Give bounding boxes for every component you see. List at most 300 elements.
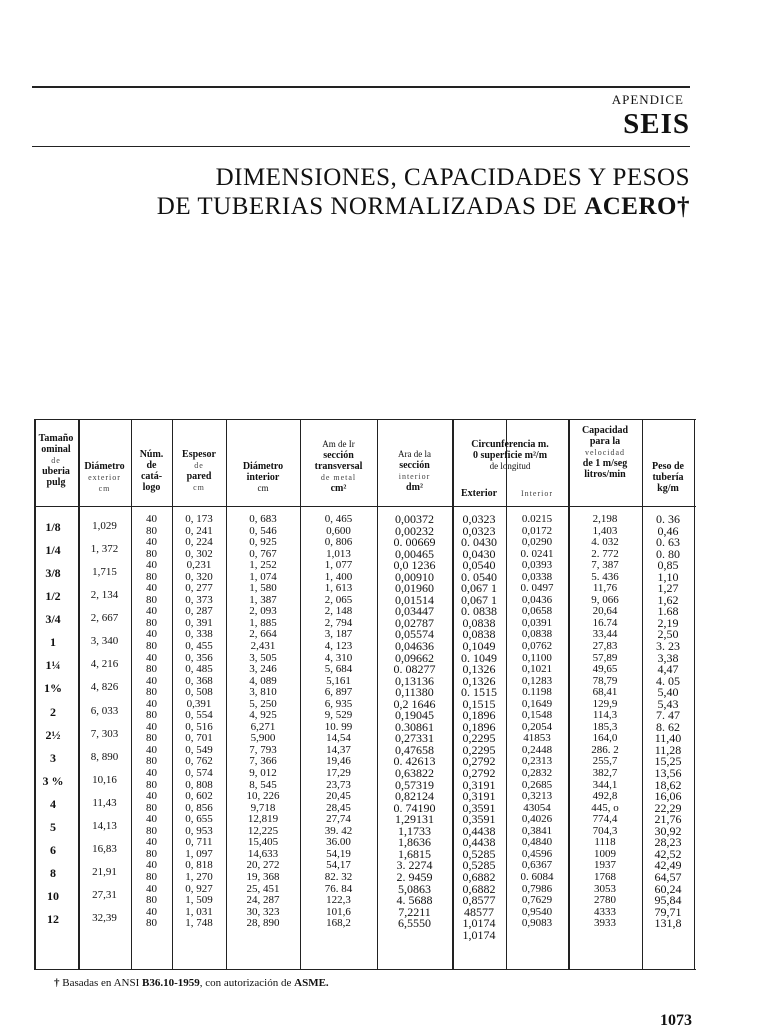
table-cell: 0,1049 bbox=[462, 639, 496, 654]
table-cell: 0. 36 bbox=[656, 512, 680, 526]
table-cell: 0,1896 bbox=[462, 708, 496, 723]
table-cell: 0,3191 bbox=[462, 777, 496, 792]
table-cell: 4, 089 bbox=[249, 674, 277, 687]
table-cell: 40 bbox=[146, 859, 157, 872]
table-cell: 0, 277 bbox=[185, 582, 213, 595]
table-cell: 0,0762 bbox=[521, 640, 553, 653]
table-cell: 286. 2 bbox=[591, 743, 619, 756]
table-cell: 57,89 bbox=[592, 651, 618, 664]
table-cell: 0,5285 bbox=[462, 858, 496, 873]
nominal-size-cell: 1/8 bbox=[45, 519, 61, 534]
nominal-size-cell: 1/4 bbox=[45, 542, 61, 557]
table-cell: 0,13136 bbox=[395, 673, 434, 688]
table-border-right bbox=[694, 419, 695, 970]
table-cell: 0,1021 bbox=[521, 663, 553, 676]
table-cell: 1,29131 bbox=[395, 812, 434, 827]
outer-diameter-cell: 8, 890 bbox=[90, 750, 119, 763]
table-cell: 0, 391 bbox=[185, 616, 213, 629]
table-cell: 0,85 bbox=[657, 558, 679, 573]
table-cell: 0,1896 bbox=[462, 719, 496, 734]
table-cell: 1,27 bbox=[657, 581, 679, 596]
table-cell: 2, 664 bbox=[249, 628, 277, 641]
table-cell: 1, 252 bbox=[249, 559, 277, 572]
table-cell: 1009 bbox=[594, 847, 616, 860]
table-bottom-border bbox=[34, 969, 696, 970]
table-cell: 80 bbox=[146, 593, 157, 606]
table-cell: 0,27331 bbox=[395, 731, 434, 746]
table-cell: 0,00465 bbox=[395, 546, 434, 561]
table-cell: 0,19045 bbox=[395, 708, 434, 723]
table-cell: 0,00910 bbox=[395, 569, 434, 584]
table-cell: 14,37 bbox=[326, 743, 351, 756]
table-cell: 0,09662 bbox=[395, 650, 434, 665]
outer-diameter-cell: 3, 340 bbox=[90, 635, 119, 648]
table-cell: 20,45 bbox=[326, 790, 351, 803]
metal-area-column bbox=[300, 514, 377, 930]
table-cell: 1, 509 bbox=[185, 894, 213, 907]
table-cell: 0, 302 bbox=[185, 547, 213, 560]
table-cell: 0,7629 bbox=[521, 894, 553, 907]
table-cell: 0, 508 bbox=[185, 686, 213, 699]
table-cell: 0. 0838 bbox=[461, 604, 497, 619]
table-cell: 21,76 bbox=[654, 812, 682, 827]
table-cell: 0,1283 bbox=[521, 674, 553, 687]
header-weight: Peso de tubería kg/m bbox=[652, 461, 684, 494]
table-cell: 0,2832 bbox=[521, 767, 553, 780]
table-cell: 80 bbox=[146, 732, 157, 745]
table-cell: 20,64 bbox=[592, 605, 618, 618]
table-cell: 1, 077 bbox=[324, 559, 353, 572]
table-cell: 131,8 bbox=[654, 916, 682, 931]
table-cell: 40 bbox=[146, 720, 157, 733]
table-cell: 101,6 bbox=[326, 905, 351, 918]
table-cell: 4,47 bbox=[657, 662, 679, 677]
table-cell: 0, 927 bbox=[185, 882, 213, 895]
table-cell: 39. 42 bbox=[324, 824, 353, 837]
table-cell: 492,8 bbox=[592, 790, 618, 803]
table-cell: 6,5550 bbox=[398, 916, 431, 931]
table-cell: 0,7986 bbox=[521, 882, 553, 895]
table-cell: 1768 bbox=[594, 870, 616, 883]
table-cell: 5,40 bbox=[657, 685, 679, 700]
table-cell: 5, 250 bbox=[249, 697, 277, 710]
title-line-2-acero: ACERO† bbox=[584, 193, 690, 220]
table-cell: 0. 42613 bbox=[393, 754, 436, 769]
table-cell: 0. 1049 bbox=[461, 650, 497, 665]
table-cell: 42,52 bbox=[654, 846, 682, 861]
table-cell: 80 bbox=[146, 847, 157, 860]
table-cell: 0, 574 bbox=[185, 767, 213, 780]
table-cell: 0,2295 bbox=[462, 742, 496, 757]
table-cell: 40 bbox=[146, 674, 157, 687]
table-cell: 12,225 bbox=[247, 824, 279, 837]
table-cell: 0,46 bbox=[657, 523, 679, 538]
table-cell: 0,4840 bbox=[521, 836, 553, 849]
table-cell: 0,9083 bbox=[521, 917, 553, 930]
table-cell: 5,900 bbox=[250, 732, 276, 745]
table-cell: 12,819 bbox=[247, 813, 279, 826]
table-cell: 5,0863 bbox=[398, 881, 431, 896]
nominal-size-cell: 2 bbox=[50, 704, 56, 719]
page-title-line-1: DIMENSIONES, CAPACIDADES Y PESOS bbox=[215, 164, 690, 191]
outer-diameter-cell: 1,029 bbox=[92, 519, 117, 532]
table-cell: 16.74 bbox=[592, 616, 618, 629]
nominal-size-cell: 3/8 bbox=[45, 565, 61, 580]
table-cell: 15,405 bbox=[247, 836, 279, 849]
table-cell: 0. 74190 bbox=[393, 800, 436, 815]
weight-column bbox=[642, 514, 694, 930]
table-cell: 7, 793 bbox=[249, 743, 277, 756]
table-cell: 1,0174 bbox=[462, 927, 496, 942]
outer-diameter-cell: 7, 303 bbox=[90, 727, 119, 740]
table-cell: 445, o bbox=[591, 801, 619, 814]
table-cell: 10. 99 bbox=[324, 720, 353, 733]
header-capacity: Capacidad para la velocidad de 1 m/seg litros/min bbox=[581, 425, 629, 480]
table-cell: 7,2211 bbox=[398, 904, 431, 919]
outer-diameter-cell: 21,91 bbox=[92, 866, 117, 879]
table-cell: 0,0838 bbox=[462, 615, 496, 630]
table-cell: 40 bbox=[146, 628, 157, 641]
table-cell: 0,0436 bbox=[521, 593, 553, 606]
outer-diameter-cell: 6, 033 bbox=[90, 704, 119, 717]
table-cell: 40 bbox=[146, 559, 157, 572]
table-divider bbox=[78, 419, 80, 970]
table-cell: 80 bbox=[146, 640, 157, 653]
table-cell: 122,3 bbox=[326, 894, 351, 907]
catalog-column bbox=[131, 514, 172, 930]
table-cell: 40 bbox=[146, 513, 157, 525]
table-cell: 0. 63 bbox=[656, 535, 680, 550]
header-tamano: Tamaño ominal de uberia pulg bbox=[38, 433, 74, 488]
table-cell: 80 bbox=[146, 709, 157, 722]
table-cell: 1, 270 bbox=[185, 870, 213, 883]
table-cell: 54,19 bbox=[326, 847, 351, 860]
table-cell: 0,9540 bbox=[521, 905, 553, 918]
capacity-column bbox=[568, 514, 642, 930]
table-cell: 1, 400 bbox=[324, 570, 353, 583]
nominal-size-cell: 6 bbox=[50, 843, 56, 858]
table-cell: 0,2792 bbox=[462, 754, 496, 769]
table-cell: 0,2313 bbox=[521, 755, 553, 768]
table-cell: 16,06 bbox=[654, 789, 682, 804]
table-cell: 0,8577 bbox=[462, 893, 496, 908]
table-cell: 185,3 bbox=[592, 720, 618, 733]
table-cell: 40 bbox=[146, 651, 157, 664]
table-cell: 0,2295 bbox=[462, 731, 496, 746]
table-cell: 1, 074 bbox=[249, 570, 277, 583]
table-cell: 3, 187 bbox=[324, 628, 353, 641]
table-cell: 0,00372 bbox=[395, 512, 434, 526]
nominal-size-cell: 1% bbox=[44, 681, 62, 696]
table-cell: 0, 368 bbox=[185, 674, 213, 687]
table-cell: 80 bbox=[146, 894, 157, 907]
table-cell: 80 bbox=[146, 801, 157, 814]
table-cell: 48577 bbox=[464, 904, 494, 919]
nominal-size-cell: 2½ bbox=[45, 727, 61, 742]
table-cell: 1118 bbox=[594, 836, 616, 849]
table-cell: 0,00232 bbox=[395, 523, 434, 538]
table-cell: 704,3 bbox=[592, 824, 618, 837]
table-cell: 30,92 bbox=[654, 823, 682, 838]
table-cell: 4, 925 bbox=[249, 709, 277, 722]
table-cell: 1, 748 bbox=[185, 917, 213, 930]
nominal-size-cell: 4 bbox=[50, 796, 56, 811]
header-outer-diameter: Diámetro exterior cm bbox=[84, 461, 125, 493]
table-cell: 0, 953 bbox=[185, 824, 213, 837]
table-cell: 95,84 bbox=[654, 893, 682, 908]
table-cell: 0,11380 bbox=[395, 685, 434, 700]
table-cell: 80 bbox=[146, 524, 157, 537]
table-cell: 1,013 bbox=[326, 547, 351, 560]
table-cell: 0,1649 bbox=[521, 697, 553, 710]
table-cell: 6, 935 bbox=[324, 697, 353, 710]
table-cell: 3, 246 bbox=[249, 663, 277, 676]
table-cell: 0,231 bbox=[186, 559, 212, 572]
outer-diameter-cell: 1, 372 bbox=[90, 542, 119, 555]
table-cell: 0, 549 bbox=[185, 743, 213, 756]
table-cell: 0, 808 bbox=[185, 778, 213, 791]
table-cell: 0. 0497 bbox=[520, 582, 554, 595]
header-inner-diameter: Diámetro interior cm bbox=[242, 461, 284, 493]
table-cell: 80 bbox=[146, 663, 157, 676]
table-cell: 1, 580 bbox=[249, 582, 277, 595]
table-cell: 41853 bbox=[523, 732, 551, 745]
table-cell: 1, 031 bbox=[185, 905, 213, 918]
table-cell: 255,7 bbox=[592, 755, 618, 768]
table-cell: 40 bbox=[146, 605, 157, 618]
page-number: 1073 bbox=[660, 1012, 692, 1029]
pipe-dimensions-table bbox=[34, 419, 696, 970]
table-cell: 0,1326 bbox=[462, 662, 496, 677]
header-interior: Interior bbox=[521, 489, 553, 498]
table-cell: 22,29 bbox=[654, 800, 682, 815]
table-cell: 80 bbox=[146, 616, 157, 629]
table-cell: 1,0174 bbox=[462, 916, 496, 931]
table-cell: 80 bbox=[146, 778, 157, 791]
table-cell: 0,067 1 bbox=[461, 592, 497, 607]
table-cell: 68,41 bbox=[592, 686, 618, 699]
header-metal-area: Am de Ir sección transversal de metal cm² bbox=[314, 439, 363, 494]
table-cell: 5. 436 bbox=[591, 570, 619, 583]
outer-diameter-cell: 2, 667 bbox=[90, 612, 119, 625]
table-cell: 0,0323 bbox=[462, 523, 496, 538]
table-cell: 0, 455 bbox=[185, 640, 213, 653]
table-cell: 76. 84 bbox=[324, 882, 353, 895]
table-cell: 164,0 bbox=[592, 732, 618, 745]
title-line-2-text: DE TUBERIAS NORMALIZADAS DE bbox=[156, 193, 585, 220]
table-cell: 3,38 bbox=[657, 650, 679, 665]
table-cell: 0,1515 bbox=[462, 696, 496, 711]
table-cell: 9,718 bbox=[250, 801, 276, 814]
table-cell: 40 bbox=[146, 882, 157, 895]
table-cell: 9, 066 bbox=[591, 593, 619, 606]
outer-diameter-cell: 1,715 bbox=[92, 565, 117, 578]
table-cell: 0,6882 bbox=[462, 881, 496, 896]
table-cell: 0,3591 bbox=[462, 800, 496, 815]
table-cell: 30, 323 bbox=[246, 905, 280, 918]
table-cell: 0,0290 bbox=[521, 536, 553, 549]
nominal-size-cell: 8 bbox=[50, 866, 56, 881]
table-cell: 0, 701 bbox=[185, 732, 213, 745]
table-cell: 4, 123 bbox=[324, 640, 353, 653]
nominal-size-cell: 5 bbox=[50, 820, 56, 835]
table-cell: 0,47658 bbox=[395, 742, 434, 757]
table-cell: 0, 373 bbox=[185, 593, 213, 606]
table-cell: 2. 772 bbox=[591, 547, 619, 560]
table-cell: 0,067 1 bbox=[461, 581, 497, 596]
header-circumference: Circunferencia m. 0 superficie m²/m de longitud bbox=[471, 439, 549, 471]
table-cell: 28,45 bbox=[326, 801, 351, 814]
table-cell: 2, 065 bbox=[324, 593, 353, 606]
table-cell: 4, 310 bbox=[324, 651, 353, 664]
table-cell: 11,28 bbox=[654, 742, 682, 757]
nominal-size-cell: 1¼ bbox=[45, 658, 61, 673]
outer-diameter-cell: 27,31 bbox=[92, 889, 117, 902]
table-cell: 6, 897 bbox=[324, 686, 353, 699]
outer-diameter-cell: 2, 134 bbox=[90, 589, 119, 602]
table-cell: 0. 0430 bbox=[461, 535, 497, 550]
table-cell: 0, 818 bbox=[185, 859, 213, 872]
table-cell: 0,3841 bbox=[521, 824, 553, 837]
table-cell: 2, 093 bbox=[249, 605, 277, 618]
table-cell: 0, 711 bbox=[185, 836, 213, 849]
table-cell: 80 bbox=[146, 686, 157, 699]
table-cell: 0,1326 bbox=[462, 673, 496, 688]
table-cell: 27,74 bbox=[326, 813, 351, 826]
table-cell: 4. 5688 bbox=[396, 893, 433, 908]
table-cell: 79,71 bbox=[654, 904, 682, 919]
outer-diameter-cell: 10,16 bbox=[92, 773, 117, 786]
outer-diameter-cell: 11,43 bbox=[92, 796, 117, 809]
table-cell: 40 bbox=[146, 790, 157, 803]
table-cell: 0,0540 bbox=[462, 558, 496, 573]
nominal-size-cell: 3 % bbox=[42, 773, 64, 788]
table-cell: 23,73 bbox=[326, 778, 351, 791]
table-cell: 36.00 bbox=[326, 836, 351, 849]
table-cell: 0,6367 bbox=[521, 859, 553, 872]
table-cell: 9, 529 bbox=[324, 709, 353, 722]
table-cell: 1,62 bbox=[657, 592, 679, 607]
table-cell: 0. 6084 bbox=[520, 870, 554, 883]
header-wall-thickness: Espesor de pared cm bbox=[182, 449, 216, 492]
table-cell: 0, 338 bbox=[185, 628, 213, 641]
table-cell: 7. 47 bbox=[656, 708, 680, 723]
nominal-size-cell: 12 bbox=[47, 912, 59, 927]
table-cell: 0,0430 bbox=[462, 546, 496, 561]
table-cell: 80 bbox=[146, 917, 157, 930]
table-cell: 0,0338 bbox=[521, 570, 553, 583]
table-cell: 2, 794 bbox=[324, 616, 353, 629]
table-cell: 0. 00669 bbox=[393, 535, 436, 550]
table-cell: 64,57 bbox=[654, 869, 682, 884]
table-cell: 19,46 bbox=[326, 755, 351, 768]
header-catalog-number: Núm. de catá- logo bbox=[139, 449, 164, 493]
table-cell: 0, 925 bbox=[249, 536, 277, 549]
table-cell: 5,161 bbox=[326, 674, 351, 687]
table-cell: 2,50 bbox=[657, 627, 679, 642]
table-cell: 5, 684 bbox=[324, 663, 353, 676]
appendix-label: APENDICE bbox=[611, 92, 684, 107]
table-cell: 80 bbox=[146, 755, 157, 768]
table-cell: 14,54 bbox=[326, 732, 351, 745]
table-cell: 0,57319 bbox=[395, 777, 434, 792]
table-cell: 0,01514 bbox=[395, 592, 434, 607]
outer-diameter-cell: 14,13 bbox=[92, 820, 117, 833]
table-cell: 0,391 bbox=[186, 697, 212, 710]
table-cell: 5,43 bbox=[657, 696, 679, 711]
table-cell: 80 bbox=[146, 547, 157, 560]
table-cell: 0,03447 bbox=[395, 604, 434, 619]
header-rule bbox=[32, 146, 690, 147]
table-cell: 1, 387 bbox=[249, 593, 277, 606]
table-cell: 0,01960 bbox=[395, 581, 434, 596]
table-cell: 0,0658 bbox=[521, 605, 553, 618]
table-cell: 4. 05 bbox=[656, 673, 680, 688]
header-divider bbox=[34, 506, 696, 507]
table-cell: 0, 224 bbox=[185, 536, 213, 549]
table-cell: 0,2054 bbox=[521, 720, 553, 733]
table-cell: 1,403 bbox=[592, 524, 618, 537]
table-cell: 0,4438 bbox=[462, 835, 496, 850]
nominal-size-cell: 3 bbox=[50, 750, 56, 765]
table-cell: 0,0 1236 bbox=[393, 558, 436, 573]
table-cell: 8. 62 bbox=[656, 719, 680, 734]
nominal-size-cell: 3/4 bbox=[45, 612, 61, 627]
table-cell: 49,65 bbox=[592, 663, 618, 676]
table-cell: 0,4026 bbox=[521, 813, 553, 826]
table-cell: 0,0838 bbox=[462, 627, 496, 642]
table-cell: 6,271 bbox=[250, 720, 276, 733]
table-cell: 0,3591 bbox=[462, 812, 496, 827]
table-cell: 25, 451 bbox=[246, 882, 280, 895]
table-cell: 0, 356 bbox=[185, 651, 213, 664]
table-cell: 0, 173 bbox=[185, 513, 213, 525]
table-cell: 2,19 bbox=[657, 615, 679, 630]
table-cell: 1, 613 bbox=[324, 582, 353, 595]
table-cell: 40 bbox=[146, 697, 157, 710]
table-cell: 0,63822 bbox=[395, 766, 434, 781]
table-cell: 24, 287 bbox=[246, 894, 280, 907]
table-cell: 0,0391 bbox=[521, 616, 553, 629]
table-cell: 114,3 bbox=[592, 709, 618, 722]
table-cell: 7, 366 bbox=[249, 755, 277, 768]
table-cell: 0, 856 bbox=[185, 801, 213, 814]
table-cell: 0, 320 bbox=[185, 570, 213, 583]
table-cell: 1937 bbox=[594, 859, 616, 872]
table-cell: 0, 287 bbox=[185, 605, 213, 618]
table-cell: 1, 885 bbox=[249, 616, 277, 629]
table-cell: 2,431 bbox=[250, 640, 276, 653]
table-cell: 0. 0241 bbox=[520, 547, 554, 560]
table-cell: 40 bbox=[146, 905, 157, 918]
nominal-size-cell: 1 bbox=[50, 635, 56, 650]
interior-area-column bbox=[377, 514, 452, 930]
wall-thickness-column bbox=[172, 514, 226, 930]
table-cell: 80 bbox=[146, 824, 157, 837]
table-cell: 4. 032 bbox=[591, 536, 619, 549]
table-cell: 344,1 bbox=[592, 778, 618, 791]
table-cell: 0, 806 bbox=[324, 536, 353, 549]
table-cell: 3053 bbox=[594, 882, 616, 895]
table-cell: 20, 272 bbox=[246, 859, 280, 872]
footnote: † Basadas en ANSI B36.10-1959, con autorización de ASME. bbox=[54, 977, 329, 989]
table-cell: 1,10 bbox=[657, 569, 679, 584]
table-cell: 0,05574 bbox=[395, 627, 434, 642]
table-cell: 168,2 bbox=[326, 917, 351, 930]
table-cell: 2780 bbox=[594, 894, 616, 907]
table-cell: 40 bbox=[146, 582, 157, 595]
table-cell: 2, 148 bbox=[324, 605, 353, 618]
